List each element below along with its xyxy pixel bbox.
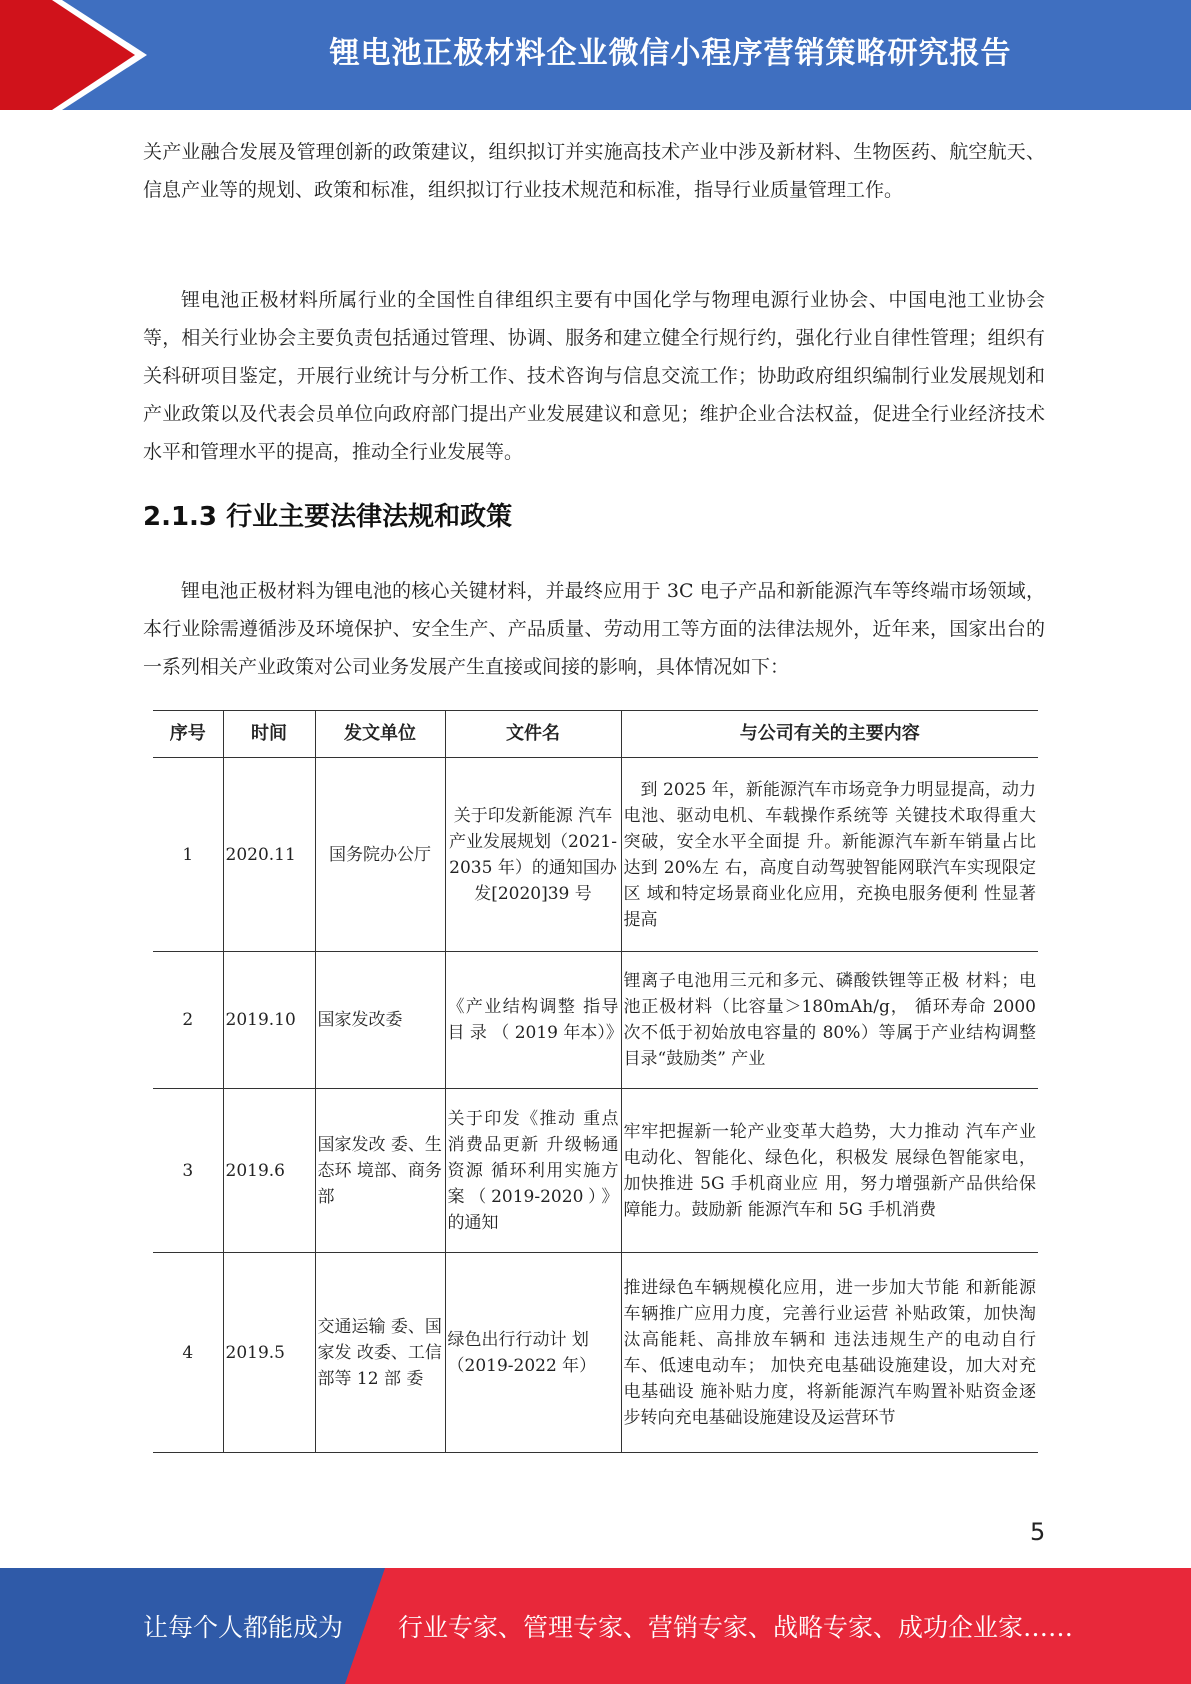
policy-table bbox=[153, 710, 1038, 1453]
cell-issuer: 国务院办公厅 bbox=[315, 758, 445, 952]
report-title: 锂电池正极材料企业微信小程序营销策略研究报告 bbox=[329, 36, 1012, 71]
table-row bbox=[153, 952, 1038, 1089]
cell-issuer: 国家发改 委、生态环 境部、商务 部 bbox=[315, 1089, 445, 1253]
paragraph-3 bbox=[143, 572, 1045, 686]
cell-content: 锂离子电池用三元和多元、磷酸铁锂等正极 材料；电池正极材料（比容量＞180mAh/g， 循环寿命 2000 次不低于初始放电容量的 80%）等属于产业结构调整目录“鼓励类” 产业 bbox=[621, 952, 1038, 1089]
paragraph-text: 锂电池正极材料所属行业的全国性自律组织主要有中国化学与物理电源行业协会、中国电池工业协会等，相关行业协会主要负责包括通过管理、协调、服务和建立健全行规行约，强化行业自律性管理；组织有关科研项目鉴定，开展行业统计与分析工作、技术咨询与信息交流工作；协助政府组织编制行业发展规划和产业政策以及代表会员单位向政府部门提出产业发展建议和意见；维护企业合法权益，促进全行业经济技术水平和管理水平的提高，推动全行业发展等。 bbox=[143, 289, 1045, 463]
page-number: 5 bbox=[1030, 1518, 1046, 1546]
cell-date: 2019.5 bbox=[223, 1253, 315, 1453]
cell-issuer: 国家发改委 bbox=[315, 952, 445, 1089]
cell-no: 3 bbox=[153, 1089, 223, 1253]
cell-date: 2019.6 bbox=[223, 1089, 315, 1253]
cell-no: 2 bbox=[153, 952, 223, 1089]
cell-date: 2019.10 bbox=[223, 952, 315, 1089]
footer-banner bbox=[0, 1568, 1191, 1684]
paragraph-text: 关产业融合发展及管理创新的政策建议，组织拟订并实施高技术产业中涉及新材料、生物医药、航空航天、信息产业等的规划、政策和标准，组织拟订行业技术规范和标准，指导行业质量管理工作。 bbox=[143, 141, 1045, 201]
footer-slogan-left: 让每个人都能成为 bbox=[143, 1613, 344, 1642]
cell-doc: 关于印发《推动 重点消费品更新 升级畅通资源 循环利用实施方 案（2019-2020）》 的通知 bbox=[445, 1089, 621, 1253]
cell-issuer: 交通运输 委、国家发 改委、工信 部等 12 部 委 bbox=[315, 1253, 445, 1453]
cell-content: 牢牢把握新一轮产业变革大趋势，大力推动 汽车产业电动化、智能化、绿色化，积极发 展绿色智能家电，加快推进 5G 手机商业应 用，努力增强新产品供给保障能力。鼓励新 能源汽车和 5G 手机消费 bbox=[621, 1089, 1038, 1253]
cell-doc: 《产业结构调整 指导 目 录 （ 2019 年本）》 bbox=[445, 952, 621, 1089]
cell-doc: 关于印发新能源 汽车产业发展规划（2021-2035 年）的通知国办 发[2020]39 号 bbox=[445, 758, 621, 952]
header-date: 时间 bbox=[223, 711, 315, 758]
paragraph-2 bbox=[143, 281, 1045, 471]
table-row bbox=[153, 758, 1038, 952]
paragraph-text: 锂电池正极材料为锂电池的核心关键材料，并最终应用于 3C 电子产品和新能源汽车等终端市场领域，本行业除需遵循涉及环境保护、安全生产、产品质量、劳动用工等方面的法律法规外，近年来，国家出台的一系列相关产业政策对公司业务发展产生直接或间接的影响，具体情况如下： bbox=[143, 580, 1045, 678]
cell-doc: 绿色出行行动计 划（2019-2022 年） bbox=[445, 1253, 621, 1453]
cell-content: 推进绿色车辆规模化应用，进一步加大节能 和新能源车辆推广应用力度，完善行业运营 补贴政策，加快淘汰高能耗、高排放车辆和 违法违规生产的电动自行车、低速电动车； 加快充电基础设施建设，加大对充电基础设 施补贴力度，将新能源汽车购置补贴资金逐步转向充电基础设施建设及运营环节 bbox=[621, 1253, 1038, 1453]
header-content: 与公司有关的主要内容 bbox=[621, 711, 1038, 758]
cell-date: 2020.11 bbox=[223, 758, 315, 952]
header-no: 序号 bbox=[153, 711, 223, 758]
header-doc: 文件名 bbox=[445, 711, 621, 758]
table-row bbox=[153, 1089, 1038, 1253]
table-header-row bbox=[153, 711, 1038, 758]
paragraph-1 bbox=[143, 133, 1045, 209]
header-red-arrow-icon bbox=[0, 0, 150, 110]
footer-slogan-right: 行业专家、管理专家、营销专家、战略专家、成功企业家…… bbox=[398, 1613, 1074, 1642]
cell-content: 到 2025 年，新能源汽车市场竞争力明显提高，动力电池、驱动电机、车载操作系统等 关键技术取得重大突破，安全水平全面提 升。新能源汽车新车销量占比达到 20%左 右，高度自动驾驶智能网联汽车实现限定区 域和特定场景商业化应用，充换电服务便利 性显著提高 bbox=[621, 758, 1038, 952]
header-banner bbox=[0, 0, 1191, 110]
section-title: 2.1.3 行业主要法律法规和政策 bbox=[143, 502, 513, 532]
table-row bbox=[153, 1253, 1038, 1453]
header-issuer: 发文单位 bbox=[315, 711, 445, 758]
cell-no: 4 bbox=[153, 1253, 223, 1453]
cell-no: 1 bbox=[153, 758, 223, 952]
